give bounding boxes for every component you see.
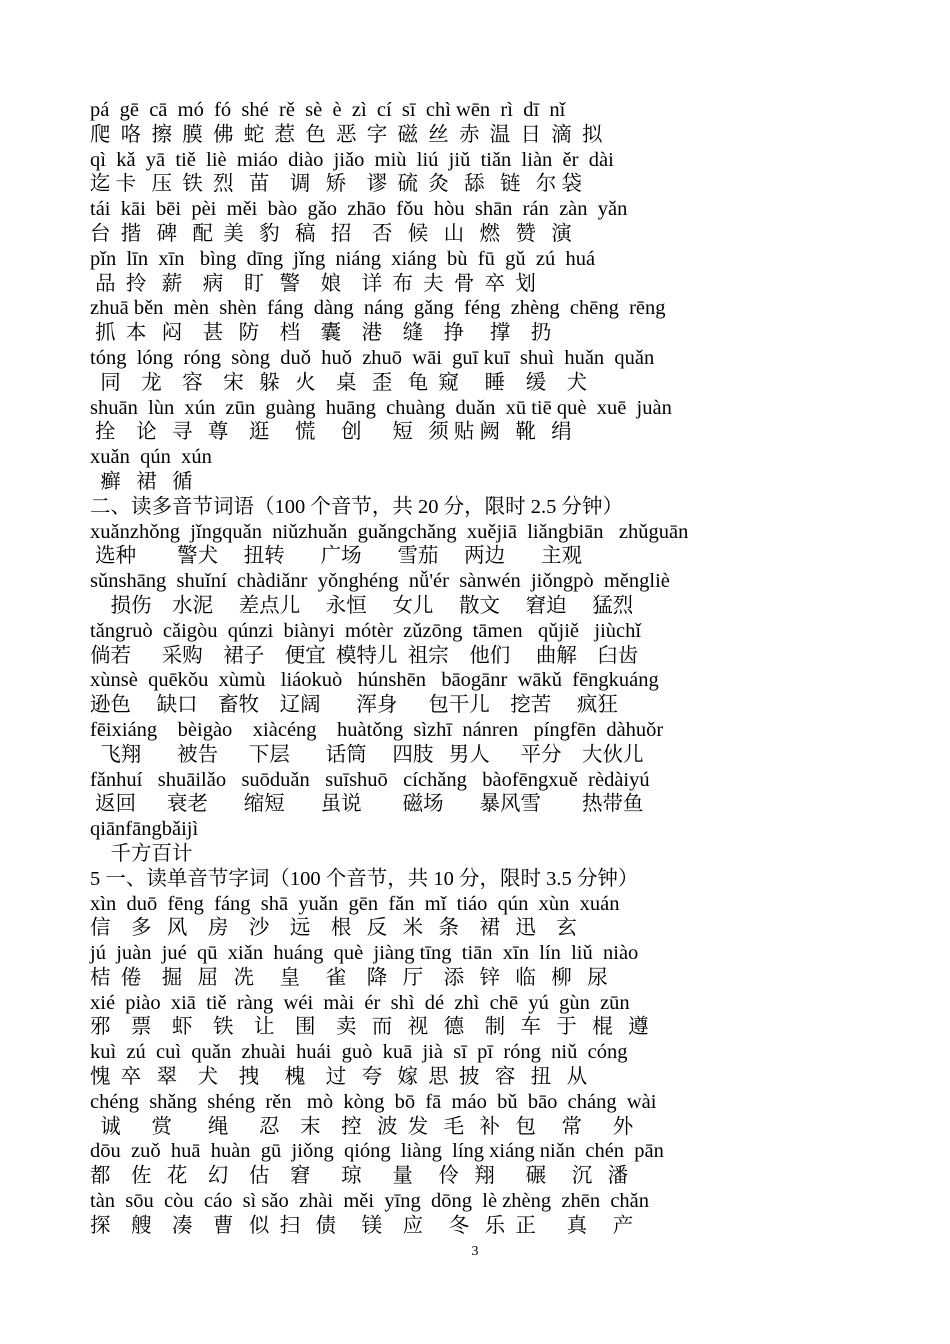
text-line: tái kāi bēi pèi měi bào gǎo zhāo fǒu hòu shān rán zàn yǎn bbox=[90, 198, 628, 221]
text-line: qì kǎ yā tiě liè miáo diào jiǎo miù liú jiǔ tiǎn liàn ěr dài bbox=[90, 148, 614, 171]
document-body bbox=[90, 98, 890, 1239]
text-line: 诚 赏 绳 忍 末 控 波 发 毛 补 包 常 外 bbox=[90, 1115, 634, 1138]
text-line: xuǎnzhǒng jǐngquǎn niǔzhuǎn guǎngchǎng xuějiā liǎngbiān zhǔguān bbox=[90, 520, 689, 543]
text-line: 都 佐 花 幻 估 窘 琼 量 伶 翔 碾 沉 潘 bbox=[90, 1165, 629, 1188]
text-line: qiānfāngbǎijì bbox=[90, 818, 199, 841]
text-line: 邪 票 虾 铁 让 围 卖 而 视 德 制 车 于 棍 遵 bbox=[90, 1016, 649, 1039]
text-line: 桔 倦 掘 屈 冼 皇 雀 降 厅 添 锌 临 柳 尿 bbox=[90, 966, 608, 989]
text-line: fǎnhuí shuāilǎo suōduǎn suīshuō cíchǎng bàofēngxuě rèdàiyú bbox=[90, 768, 650, 791]
text-line: 倘若 采购 裙子 便宜 模特儿 祖宗 他们 曲解 臼齿 bbox=[90, 644, 639, 667]
text-line: 飞翔 被告 下层 话筒 四肢 男人 平分 大伙儿 bbox=[90, 743, 644, 766]
text-line: 探 艘 凑 曹 似 扫 债 镁 应 冬 乐 正 真 产 bbox=[90, 1214, 634, 1237]
text-line: 选种 警犬 扭转 广场 雪茄 两边 主观 bbox=[90, 545, 582, 568]
text-line: zhuā běn mèn shèn fáng dàng náng gǎng féng zhèng chēng rēng bbox=[90, 297, 666, 320]
text-line: 愧 卒 翠 犬 拽 槐 过 夸 嫁 思 披 容 扭 从 bbox=[90, 1066, 588, 1089]
text-line: 爬 咯 擦 膜 佛 蛇 惹 色 恶 字 磁 丝 赤 温 日 滴 拟 bbox=[90, 123, 603, 146]
text-line: tǎngruò cǎigòu qúnzi biànyi mótèr zǔzōng tāmen qǔjiě jiùchǐ bbox=[90, 619, 642, 642]
text-line: xié piào xiā tiě ràng wéi mài ér shì dé zhì chē yú gùn zūn bbox=[90, 991, 630, 1014]
text-line: 二、读多音节词语（100 个音节，共 20 分，限时 2.5 分钟） bbox=[90, 495, 623, 518]
text-line: 逊色 缺口 畜牧 辽阔 浑身 包干儿 挖苦 疯狂 bbox=[90, 694, 618, 717]
text-line: 5 一、读单音节字词（100 个音节，共 10 分，限时 3.5 分钟） bbox=[90, 867, 639, 890]
text-line: jú juàn jué qū xiǎn huáng què jiàng tīng tiān xīn lín liǔ niào bbox=[90, 942, 639, 965]
text-line: 品 拎 薪 病 盯 警 娘 详 布 夫 骨 卒 划 bbox=[90, 272, 536, 295]
text-line: tàn sōu còu cáo sì sǎo zhài měi yīng dōng lè zhèng zhēn chǎn bbox=[90, 1190, 650, 1213]
text-line: 千方百计 bbox=[90, 842, 193, 865]
text-line: tóng lóng róng sòng duǒ huǒ zhuō wāi guī kuī shuì huǎn quǎn bbox=[90, 346, 655, 369]
text-line: pá gē cā mó fó shé rě sè è zì cí sī chì wēn rì dī nǐ bbox=[90, 99, 566, 121]
text-line: chéng shǎng shéng rěn mò kòng bō fā máo bǔ bāo cháng wài bbox=[90, 1090, 657, 1113]
page-number: 3 bbox=[471, 1244, 479, 1259]
text-line: dōu zuǒ huā huàn gū jiǒng qióng liàng líng xiáng niǎn chén pān bbox=[90, 1140, 664, 1163]
text-line: fēixiáng bèigào xiàcéng huàtǒng sìzhī nánren píngfēn dàhuǒr bbox=[90, 718, 664, 741]
text-line: pǐn līn xīn bìng dīng jǐng niáng xiáng bù fū gǔ zú huá bbox=[90, 247, 596, 270]
text-line: 拴 论 寻 尊 逛 慌 创 短 须 贴 阙 靴 绢 bbox=[90, 421, 572, 444]
text-line: 损伤 水泥 差点儿 永恒 女儿 散文 窘迫 猛烈 bbox=[90, 594, 634, 617]
text-line: shuān lùn xún zūn guàng huāng chuàng duǎn xū tiē què xuē juàn bbox=[90, 396, 672, 419]
text-line: xìn duō fēng fáng shā yuǎn gēn fǎn mǐ tiáo qún xùn xuán bbox=[90, 892, 620, 915]
text-line: 癣 裙 循 bbox=[90, 470, 193, 493]
text-line: 信 多 风 房 沙 远 根 反 米 条 裙 迅 玄 bbox=[90, 917, 577, 940]
text-line: 返回 衰老 缩短 虽说 磁场 暴风雪 热带鱼 bbox=[90, 793, 644, 816]
text-line: 台 揩 碑 配 美 豹 稿 招 否 候 山 燃 赞 演 bbox=[90, 222, 572, 245]
text-line: xuǎn qún xún bbox=[90, 446, 212, 469]
text-line: xùnsè quēkǒu xùmù liáokuò húnshēn bāogānr wākǔ fēngkuáng bbox=[90, 669, 659, 692]
text-line: 抓 本 闷 甚 防 档 囊 港 缝 挣 撑 扔 bbox=[90, 322, 552, 345]
text-line: 同 龙 容 宋 躲 火 桌 歪 龟 窥 睡 缓 犬 bbox=[90, 371, 588, 394]
text-line: sǔnshāng shuǐní chàdiǎnr yǒnghéng nǚ'ér sànwén jiǒngpò měngliè bbox=[90, 570, 670, 593]
text-line: kuì zú cuì quǎn zhuài huái guò kuā jià sī pī róng niǔ cóng bbox=[90, 1041, 628, 1064]
text-line: 迄 卡 压 铁 烈 苗 调 矫 谬 硫 灸 舔 链 尔 袋 bbox=[90, 173, 582, 196]
